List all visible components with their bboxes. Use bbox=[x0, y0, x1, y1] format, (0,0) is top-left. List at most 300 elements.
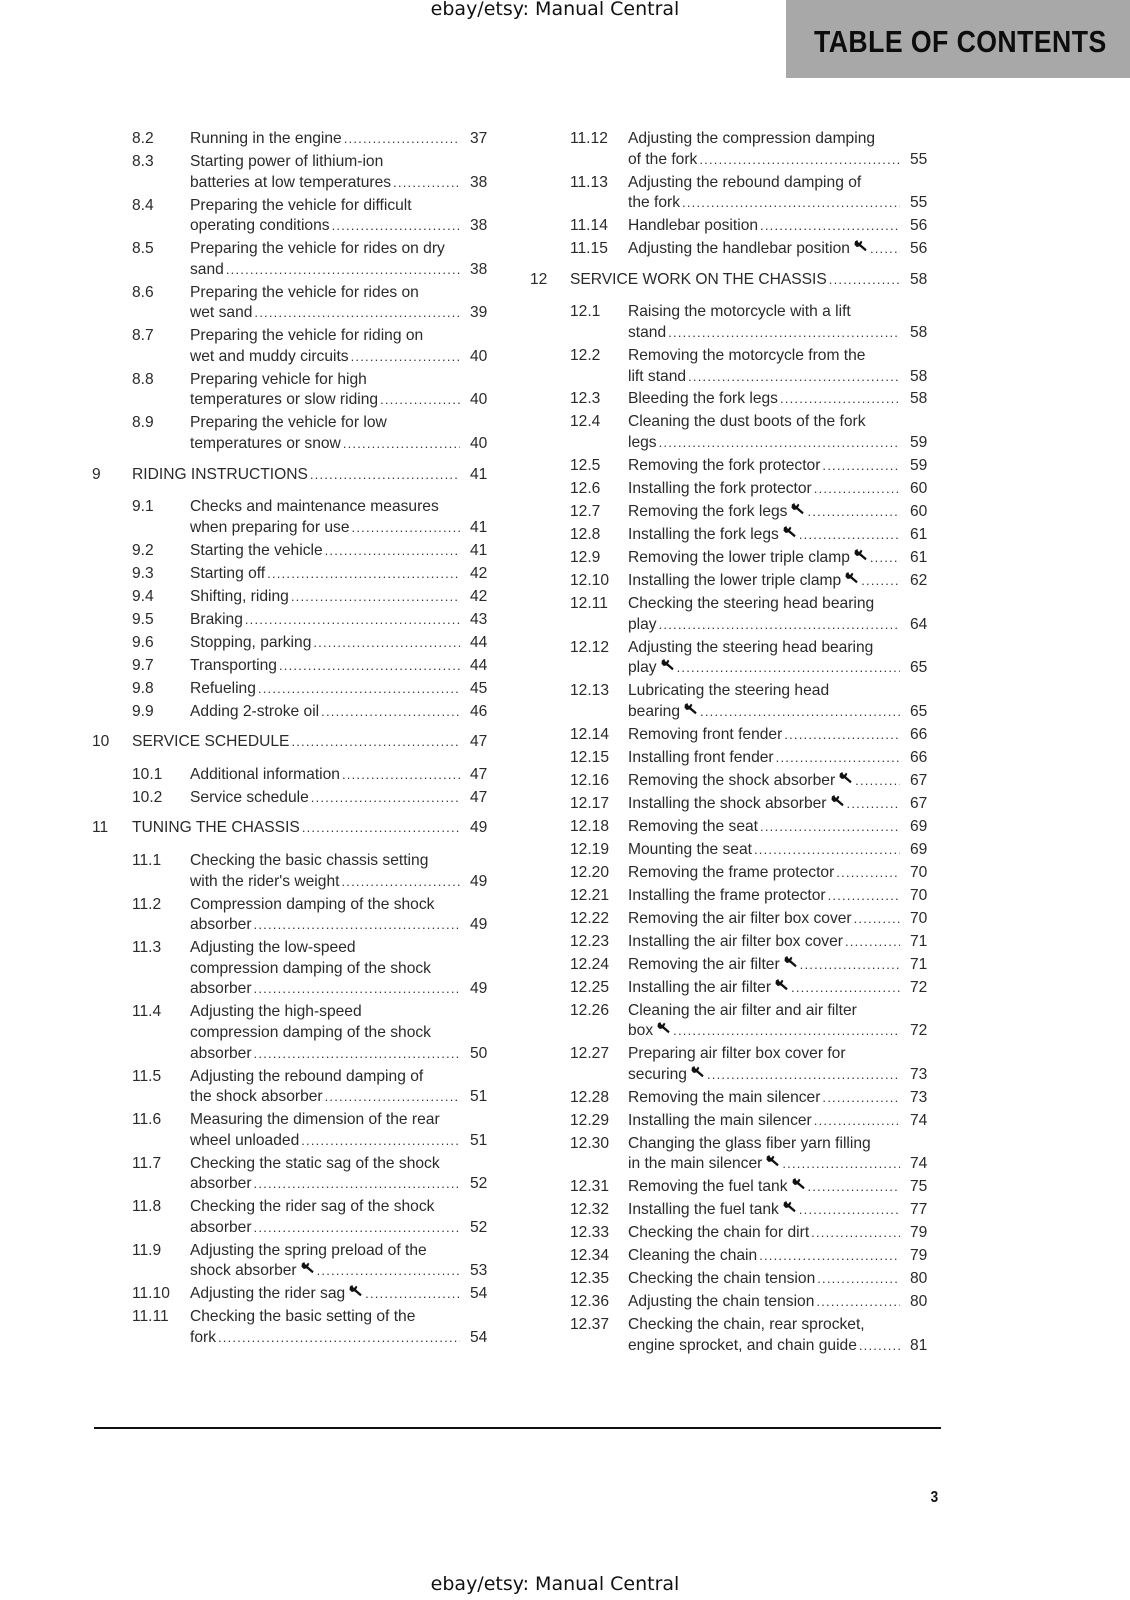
toc-entry-title bbox=[190, 679, 460, 700]
toc-entry-title-line: Refueling bbox=[190, 679, 256, 697]
toc-section-entry[interactable] bbox=[92, 702, 504, 723]
dot-leader bbox=[784, 725, 900, 746]
toc-section-entry[interactable] bbox=[530, 389, 944, 410]
toc-entry-number: 12.12 bbox=[570, 638, 610, 656]
toc-entry-title bbox=[628, 346, 900, 387]
toc-entry-page: 66 bbox=[910, 725, 928, 743]
dot-leader bbox=[258, 679, 460, 700]
wrench-icon bbox=[683, 702, 698, 716]
dot-leader bbox=[780, 389, 900, 410]
toc-entry-number: 12 bbox=[530, 270, 548, 288]
toc-section-entry[interactable] bbox=[530, 479, 944, 500]
toc-entry-number: 12.27 bbox=[570, 1045, 610, 1063]
toc-entry-title-line: Checking the steering head bearing bbox=[628, 594, 875, 612]
toc-section-entry[interactable] bbox=[92, 1067, 504, 1108]
toc-entry-title-line: Preparing air filter box cover for bbox=[628, 1045, 846, 1063]
toc-entry-title-line: Adjusting the low-speed bbox=[190, 939, 356, 957]
toc-section-entry[interactable] bbox=[92, 152, 504, 193]
toc-entry-title-line: Removing the lower triple clamp bbox=[628, 548, 850, 566]
dot-leader bbox=[291, 587, 460, 608]
toc-section-entry[interactable] bbox=[92, 196, 504, 237]
footer-rule bbox=[94, 1427, 941, 1429]
toc-entry-number: 11.12 bbox=[570, 130, 608, 147]
dot-leader bbox=[822, 1088, 900, 1109]
toc-section-entry[interactable] bbox=[530, 886, 944, 907]
toc-entry-title bbox=[190, 895, 460, 936]
toc-entry-title-line: Preparing the vehicle for rides on dry bbox=[190, 240, 445, 258]
toc-entry-title bbox=[190, 1110, 460, 1151]
toc-section-entry[interactable] bbox=[530, 1134, 944, 1175]
toc-entry-page: 67 bbox=[910, 794, 928, 812]
toc-entry-page: 75 bbox=[910, 1178, 928, 1196]
toc-entry-title-line: box bbox=[628, 1022, 654, 1040]
dot-leader bbox=[352, 518, 460, 539]
toc-chapter-entry[interactable] bbox=[92, 465, 504, 486]
dot-leader bbox=[302, 818, 460, 839]
toc-entry-number: 10 bbox=[92, 733, 110, 751]
toc-chapter-entry[interactable] bbox=[92, 818, 504, 839]
toc-entry-number: 9.1 bbox=[132, 498, 154, 516]
toc-section-entry[interactable] bbox=[530, 412, 944, 453]
toc-entry-title bbox=[628, 412, 900, 453]
toc-entry-number: 12.22 bbox=[570, 909, 610, 927]
toc-section-entry[interactable] bbox=[92, 679, 504, 700]
toc-entry-title bbox=[190, 1002, 460, 1064]
toc-entry-title bbox=[190, 1307, 460, 1348]
toc-entry-number: 12.15 bbox=[570, 748, 610, 766]
toc-entry-title bbox=[628, 456, 900, 477]
toc-entry-title bbox=[628, 173, 900, 214]
toc-entry-number: 11.5 bbox=[132, 1067, 162, 1085]
toc-entry-title bbox=[190, 633, 460, 654]
toc-section-entry[interactable] bbox=[530, 817, 944, 838]
toc-entry-page: 58 bbox=[910, 323, 928, 341]
toc-entry-title bbox=[628, 1044, 900, 1085]
toc-section-entry[interactable] bbox=[530, 456, 944, 477]
toc-entry-title-line: compression damping of the shock bbox=[190, 1023, 431, 1041]
toc-section-entry[interactable] bbox=[92, 633, 504, 654]
dot-leader bbox=[799, 1200, 900, 1221]
toc-entry-page: 71 bbox=[910, 932, 928, 950]
toc-section-entry[interactable] bbox=[530, 638, 944, 679]
dot-leader bbox=[811, 1223, 900, 1244]
toc-entry-title bbox=[628, 479, 900, 500]
toc-section-entry[interactable] bbox=[530, 594, 944, 635]
toc-section-entry[interactable] bbox=[530, 1088, 944, 1109]
toc-entry-title-line: securing bbox=[628, 1065, 687, 1083]
toc-entry-title-line: Installing the shock absorber bbox=[628, 794, 827, 812]
toc-header-box bbox=[786, 0, 1130, 78]
toc-entry-number: 12.16 bbox=[570, 771, 610, 789]
toc-entry-number: 12.8 bbox=[570, 526, 601, 543]
toc-entry-title bbox=[132, 465, 460, 486]
toc-entry-title-line: Adjusting the steering head bearing bbox=[628, 638, 874, 656]
toc-entry-title-line: Cleaning the air filter and air filter bbox=[628, 1001, 857, 1019]
toc-entry-title bbox=[628, 955, 900, 976]
dot-leader bbox=[343, 434, 460, 455]
toc-entry-page: 55 bbox=[910, 150, 928, 168]
toc-section-entry[interactable] bbox=[530, 216, 944, 237]
toc-section-entry[interactable] bbox=[92, 1002, 504, 1064]
toc-entry-title-line: compression damping of the shock bbox=[190, 959, 431, 977]
toc-section-entry[interactable] bbox=[92, 851, 504, 892]
toc-section-entry[interactable] bbox=[530, 1246, 944, 1267]
toc-section-entry[interactable] bbox=[92, 1110, 504, 1151]
dot-leader bbox=[351, 347, 460, 368]
toc-entry-title-line: Mounting the seat bbox=[628, 840, 752, 858]
toc-entry-number: 12.7 bbox=[570, 503, 601, 521]
toc-section-entry[interactable] bbox=[530, 725, 944, 746]
toc-section-entry[interactable] bbox=[530, 1269, 944, 1290]
toc-entry-page: 39 bbox=[470, 304, 488, 322]
dot-leader bbox=[313, 633, 460, 654]
toc-section-entry[interactable] bbox=[92, 370, 504, 411]
toc-entry-number: 8.3 bbox=[132, 152, 154, 170]
toc-entry-page: 65 bbox=[910, 702, 928, 720]
toc-entry-number: 9.8 bbox=[132, 679, 154, 697]
toc-section-entry[interactable] bbox=[530, 955, 944, 976]
toc-entry-title bbox=[190, 587, 460, 608]
toc-entry-title-line: the shock absorber bbox=[190, 1088, 323, 1106]
toc-section-entry[interactable] bbox=[530, 794, 944, 815]
toc-section-entry[interactable] bbox=[92, 765, 504, 786]
toc-entry-number: 12.2 bbox=[570, 346, 601, 364]
toc-section-entry[interactable] bbox=[92, 656, 504, 677]
toc-entry-title bbox=[628, 1111, 900, 1132]
toc-section-entry[interactable] bbox=[530, 239, 944, 260]
toc-entry-number: 9.4 bbox=[132, 587, 154, 605]
toc-section-entry[interactable] bbox=[530, 571, 944, 592]
toc-entry-number: 12.6 bbox=[570, 480, 601, 498]
wrench-icon bbox=[790, 502, 805, 516]
toc-entry-title-line: Braking bbox=[190, 610, 243, 628]
toc-entry-number: 12.32 bbox=[570, 1201, 610, 1219]
toc-entry-title bbox=[190, 497, 460, 538]
dot-leader bbox=[317, 1261, 460, 1282]
dot-leader bbox=[341, 872, 460, 893]
toc-entry-title-line: stand bbox=[628, 323, 667, 341]
toc-entry-title-line: Preparing the vehicle for rides on bbox=[190, 283, 419, 301]
toc-section-entry[interactable] bbox=[92, 564, 504, 585]
toc-section-entry[interactable] bbox=[530, 302, 944, 343]
wrench-icon bbox=[853, 548, 868, 562]
toc-entry-title bbox=[190, 413, 460, 454]
toc-section-entry[interactable] bbox=[530, 932, 944, 953]
toc-entry-title-line: Bleeding the fork legs bbox=[628, 390, 778, 408]
toc-entry-number: 12.18 bbox=[570, 817, 610, 835]
toc-entry-title bbox=[190, 788, 460, 809]
toc-section-entry[interactable] bbox=[530, 525, 944, 546]
toc-entry-title bbox=[190, 152, 460, 193]
toc-entry-title-line: lift stand bbox=[628, 367, 687, 385]
toc-section-entry[interactable] bbox=[92, 413, 504, 454]
dot-leader bbox=[700, 702, 900, 723]
dot-leader bbox=[668, 323, 900, 344]
toc-entry-number: 9 bbox=[92, 465, 101, 483]
dot-leader bbox=[829, 270, 900, 291]
toc-entry-title-line: wheel unloaded bbox=[190, 1131, 300, 1149]
toc-section-entry[interactable] bbox=[92, 938, 504, 1000]
wrench-icon bbox=[853, 239, 868, 253]
toc-entry-title-line: wet sand bbox=[190, 304, 253, 322]
toc-entry-page: 47 bbox=[470, 788, 488, 806]
dot-leader bbox=[344, 129, 460, 150]
toc-section-entry[interactable] bbox=[92, 1241, 504, 1282]
dot-leader bbox=[279, 656, 460, 677]
toc-entry-title-line: Removing the motorcycle from the bbox=[628, 346, 866, 364]
toc-entry-title-line: Installing the air filter box cover bbox=[628, 932, 843, 950]
toc-entry-title bbox=[190, 326, 460, 367]
toc-entry-title-line: Checking the chain for dirt bbox=[628, 1224, 810, 1242]
toc-entry-page: 51 bbox=[470, 1088, 488, 1106]
toc-section-entry[interactable] bbox=[530, 771, 944, 792]
wrench-icon bbox=[660, 658, 675, 672]
toc-entry-title-line: the fork bbox=[628, 194, 681, 212]
dot-leader bbox=[776, 748, 900, 769]
toc-section-entry[interactable] bbox=[530, 1315, 944, 1356]
toc-entry-title bbox=[190, 938, 460, 1000]
toc-section-entry[interactable] bbox=[530, 840, 944, 861]
toc-entry-title bbox=[190, 196, 460, 237]
toc-section-entry[interactable] bbox=[530, 863, 944, 884]
dot-leader bbox=[870, 548, 900, 569]
toc-section-entry[interactable] bbox=[530, 978, 944, 999]
toc-entry-title-line: Removing the fuel tank bbox=[628, 1178, 788, 1196]
toc-section-entry[interactable] bbox=[92, 895, 504, 936]
dot-leader bbox=[267, 564, 460, 585]
toc-entry-title-line: Preparing vehicle for high bbox=[190, 370, 367, 388]
toc-section-entry[interactable] bbox=[92, 541, 504, 562]
toc-section-entry[interactable] bbox=[530, 1044, 944, 1085]
toc-entry-number: 11.1 bbox=[132, 852, 162, 870]
toc-entry-number: 11.10 bbox=[132, 1285, 170, 1303]
wrench-icon bbox=[782, 1200, 797, 1214]
toc-section-entry[interactable] bbox=[92, 497, 504, 538]
dot-leader bbox=[254, 1044, 460, 1065]
toc-entry-number: 12.13 bbox=[570, 682, 610, 700]
toc-entry-title-line: Installing the air filter bbox=[628, 978, 772, 996]
toc-entry-title bbox=[190, 239, 460, 280]
toc-entry-title-line: SERVICE WORK ON THE CHASSIS bbox=[570, 270, 827, 288]
toc-section-entry[interactable] bbox=[92, 610, 504, 631]
toc-entry-page: 54 bbox=[470, 1329, 488, 1347]
toc-chapter-entry[interactable] bbox=[92, 732, 504, 753]
toc-section-entry[interactable] bbox=[92, 1307, 504, 1348]
toc-entry-title bbox=[628, 239, 900, 260]
dot-leader bbox=[800, 955, 900, 976]
toc-entry-number: 11.3 bbox=[132, 939, 162, 957]
toc-section-entry[interactable] bbox=[530, 1200, 944, 1221]
toc-entry-number: 9.3 bbox=[132, 564, 154, 582]
toc-entry-title bbox=[628, 932, 900, 953]
toc-section-entry[interactable] bbox=[530, 346, 944, 387]
toc-entry-page: 71 bbox=[910, 955, 928, 973]
toc-section-entry[interactable] bbox=[92, 788, 504, 809]
toc-section-entry[interactable] bbox=[92, 283, 504, 324]
toc-section-entry[interactable] bbox=[530, 1111, 944, 1132]
toc-entry-number: 12.21 bbox=[570, 886, 610, 904]
toc-entry-title-line: Adjusting the handlebar position bbox=[628, 240, 850, 258]
toc-entry-page: 67 bbox=[910, 771, 928, 789]
toc-entry-number: 8.6 bbox=[132, 283, 154, 301]
toc-entry-page: 43 bbox=[470, 610, 488, 628]
dot-leader bbox=[707, 1065, 900, 1086]
toc-entry-page: 44 bbox=[470, 633, 488, 651]
toc-entry-title-line: of the fork bbox=[628, 150, 698, 168]
toc-section-entry[interactable] bbox=[92, 239, 504, 280]
toc-entry-page: 62 bbox=[910, 571, 928, 589]
toc-section-entry[interactable] bbox=[92, 129, 504, 150]
toc-entry-title-line: sand bbox=[190, 260, 224, 278]
toc-section-entry[interactable] bbox=[530, 681, 944, 722]
toc-entry-title-line: Adjusting the rider sag bbox=[190, 1285, 346, 1303]
toc-entry-number: 10.1 bbox=[132, 765, 163, 783]
toc-entry-number: 11.15 bbox=[570, 240, 608, 258]
toc-entry-number: 8.4 bbox=[132, 196, 154, 214]
toc-entry-page: 64 bbox=[910, 615, 928, 633]
toc-entry-title bbox=[628, 1088, 900, 1109]
toc-chapter-entry[interactable] bbox=[530, 270, 944, 291]
toc-entry-number: 9.5 bbox=[132, 610, 154, 628]
dot-leader bbox=[311, 788, 460, 809]
toc-section-entry[interactable] bbox=[530, 1001, 944, 1042]
dot-leader bbox=[799, 525, 900, 546]
toc-entry-page: 52 bbox=[470, 1175, 488, 1193]
toc-entry-title bbox=[570, 270, 900, 291]
dot-leader bbox=[760, 216, 900, 237]
toc-section-entry[interactable] bbox=[530, 1292, 944, 1313]
toc-entry-page: 58 bbox=[910, 390, 928, 408]
dot-leader bbox=[847, 794, 900, 815]
toc-entry-title-line: Removing the fork legs bbox=[628, 503, 788, 521]
toc-entry-page: 49 bbox=[470, 916, 488, 934]
toc-entry-title-line: Checking the chain, rear sprocket, bbox=[628, 1316, 865, 1334]
toc-entry-title-line: Starting off bbox=[190, 564, 266, 582]
toc-section-entry[interactable] bbox=[530, 173, 944, 214]
toc-entry-number: 12.5 bbox=[570, 457, 601, 475]
toc-entry-page: 69 bbox=[910, 840, 928, 858]
dot-leader bbox=[380, 390, 460, 411]
toc-entry-title-line: Shifting, riding bbox=[190, 587, 289, 605]
toc-entry-title-line: Measuring the dimension of the rear bbox=[190, 1111, 440, 1129]
toc-entry-title-line: Adjusting the rebound damping of bbox=[190, 1067, 424, 1085]
dot-leader bbox=[245, 610, 460, 631]
dot-leader bbox=[791, 978, 900, 999]
toc-entry-number: 12.37 bbox=[570, 1316, 610, 1334]
toc-entry-title-line: Starting power of lithium-ion bbox=[190, 152, 384, 170]
toc-entry-number: 9.6 bbox=[132, 633, 154, 651]
dot-leader bbox=[816, 1292, 900, 1313]
dot-leader bbox=[325, 541, 460, 562]
toc-entry-page: 70 bbox=[910, 909, 928, 927]
toc-entry-title bbox=[628, 638, 900, 679]
dot-leader bbox=[754, 840, 900, 861]
toc-entry-title bbox=[628, 681, 900, 722]
toc-section-entry[interactable] bbox=[92, 1284, 504, 1305]
toc-entry-number: 12.36 bbox=[570, 1293, 610, 1311]
toc-entry-number: 8.9 bbox=[132, 414, 154, 432]
toc-entry-title bbox=[190, 1241, 460, 1282]
toc-entry-page: 40 bbox=[470, 347, 488, 365]
toc-entry-page: 41 bbox=[470, 541, 488, 559]
dot-leader bbox=[828, 886, 900, 907]
page-number: 3 bbox=[930, 1489, 939, 1506]
toc-entry-number: 12.11 bbox=[570, 594, 608, 612]
toc-entry-number: 12.34 bbox=[570, 1247, 610, 1265]
toc-entry-page: 49 bbox=[470, 980, 488, 998]
toc-entry-page: 49 bbox=[470, 819, 488, 837]
toc-entry-title bbox=[628, 571, 900, 592]
toc-entry-title-line: Removing the seat bbox=[628, 817, 759, 835]
toc-entry-title bbox=[628, 1134, 900, 1175]
toc-entry-title-line: play bbox=[628, 615, 657, 633]
toc-section-entry[interactable] bbox=[530, 1177, 944, 1198]
toc-section-entry[interactable] bbox=[92, 1197, 504, 1238]
toc-entry-number: 12.4 bbox=[570, 413, 601, 431]
toc-section-entry[interactable] bbox=[530, 502, 944, 523]
toc-entry-title-line: Additional information bbox=[190, 765, 340, 783]
toc-section-entry[interactable] bbox=[530, 548, 944, 569]
toc-section-entry[interactable] bbox=[530, 129, 944, 170]
toc-entry-title-line: Preparing the vehicle for riding on bbox=[190, 327, 424, 345]
toc-entry-page: 42 bbox=[470, 564, 488, 582]
toc-section-entry[interactable] bbox=[92, 1154, 504, 1195]
toc-section-entry[interactable] bbox=[530, 909, 944, 930]
toc-entry-title-line: RIDING INSTRUCTIONS bbox=[132, 465, 308, 483]
dot-leader bbox=[688, 367, 900, 388]
wrench-icon bbox=[830, 794, 845, 808]
toc-entry-title bbox=[628, 771, 900, 792]
toc-entry-title-line: Cleaning the chain bbox=[628, 1247, 758, 1265]
toc-entry-page: 59 bbox=[910, 457, 928, 475]
toc-entry-title-line: play bbox=[628, 659, 657, 677]
toc-entry-page: 47 bbox=[470, 765, 488, 783]
toc-entry-title-line: Installing the main silencer bbox=[628, 1111, 812, 1129]
toc-entry-title-line: Removing the frame protector bbox=[628, 863, 835, 881]
toc-entry-title-line: Raising the motorcycle with a lift bbox=[628, 303, 851, 321]
dot-leader bbox=[854, 909, 900, 930]
toc-entry-title bbox=[628, 817, 900, 838]
toc-entry-title bbox=[628, 389, 900, 410]
toc-entry-title-line: Installing the fork legs bbox=[628, 526, 779, 543]
toc-entry-title-line: Stopping, parking bbox=[190, 633, 312, 651]
toc-entry-title-line: Adjusting the rebound damping of bbox=[628, 173, 862, 191]
toc-entry-number: 12.30 bbox=[570, 1134, 610, 1152]
toc-section-entry[interactable] bbox=[92, 587, 504, 608]
toc-entry-page: 79 bbox=[910, 1247, 928, 1265]
toc-section-entry[interactable] bbox=[530, 1223, 944, 1244]
wrench-icon bbox=[774, 978, 789, 992]
wrench-icon bbox=[300, 1261, 315, 1275]
dot-leader bbox=[254, 303, 460, 324]
toc-entry-number: 12.35 bbox=[570, 1270, 610, 1288]
toc-entry-title-line: Preparing the vehicle for difficult bbox=[190, 196, 412, 214]
toc-entry-title bbox=[190, 1154, 460, 1195]
toc-entry-title-line: Installing the frame protector bbox=[628, 886, 826, 904]
toc-section-entry[interactable] bbox=[92, 326, 504, 367]
toc-entry-number: 8.5 bbox=[132, 240, 154, 258]
toc-entry-number: 12.3 bbox=[570, 390, 601, 408]
toc-entry-title-line: Changing the glass fiber yarn filling bbox=[628, 1134, 871, 1152]
toc-entry-title bbox=[628, 909, 900, 930]
dot-leader bbox=[861, 571, 900, 592]
dot-leader bbox=[760, 817, 900, 838]
dot-leader bbox=[301, 1131, 460, 1152]
toc-entry-page: 77 bbox=[910, 1201, 928, 1219]
toc-entry-number: 11.2 bbox=[132, 895, 162, 913]
toc-section-entry[interactable] bbox=[530, 748, 944, 769]
toc-entry-page: 38 bbox=[470, 217, 488, 235]
